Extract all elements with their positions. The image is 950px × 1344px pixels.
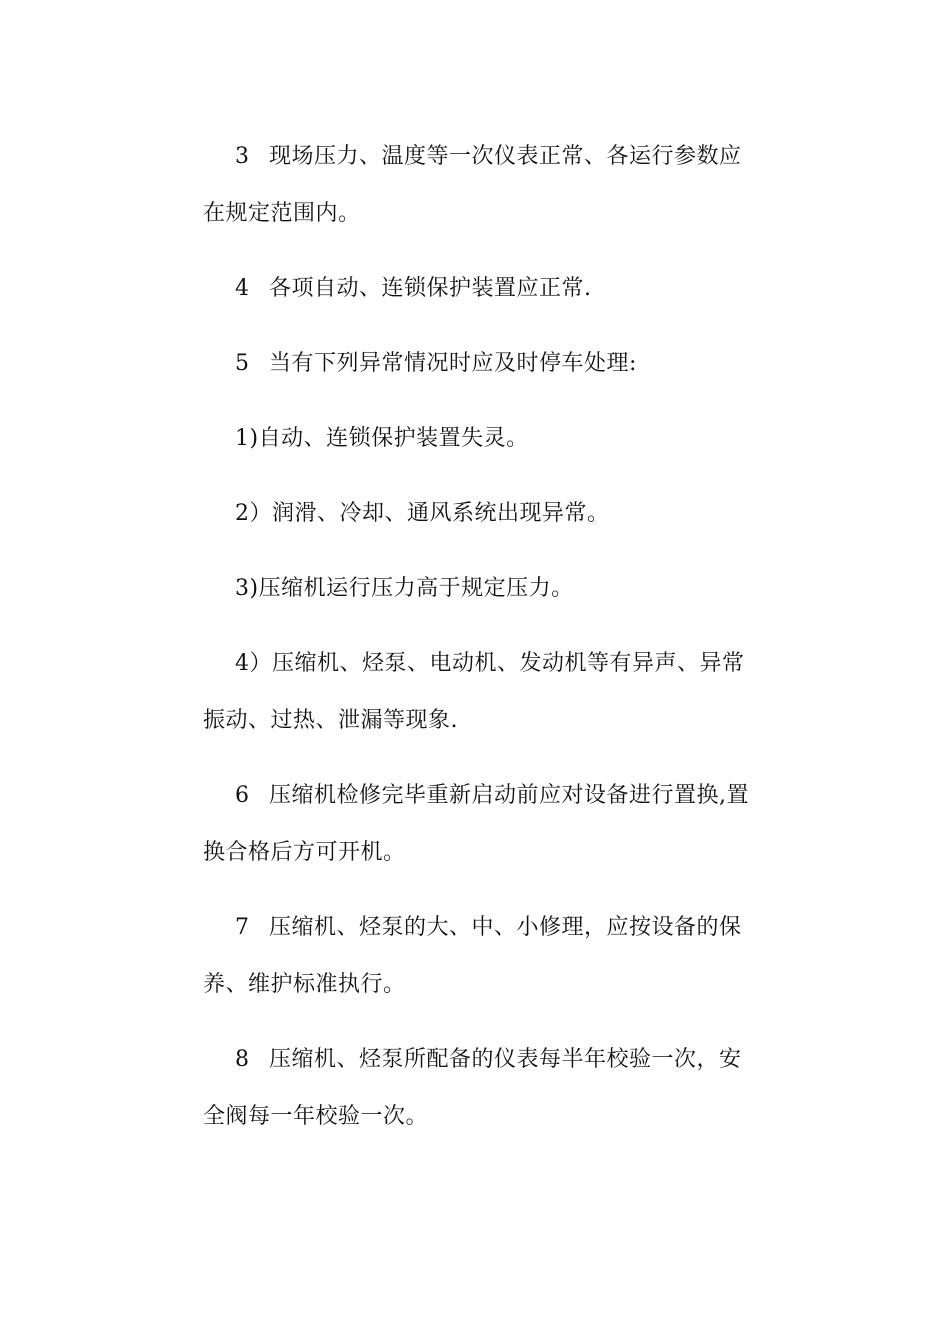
paragraph-item-3 [203,128,748,242]
paragraph-line: 现场压力、温度等一次仪表正常、各运行参数应 [269,144,742,169]
paragraph-line: 各项自动、连锁保护装置应正常. [269,276,592,301]
paragraph-item-5 [203,335,748,392]
item-number: 3 [235,144,250,169]
paragraph-line: 4）压缩机、烃泵、电动机、发动机等有异声、异常 [235,651,745,676]
paragraph-line: 换合格后方可开机。 [203,840,406,865]
paragraph-line: 1)自动、连锁保护装置失灵。 [235,426,529,451]
paragraph-line: 当有下列异常情况时应及时停车处理: [269,351,637,376]
item-number: 7 [235,915,250,940]
paragraph-line: 在规定范围内。 [203,201,361,226]
paragraph-line: 振动、过热、泄漏等现象. [203,708,458,733]
paragraph-line: 压缩机检修完毕重新启动前应对设备进行置换,置 [269,783,749,808]
paragraph-item-4 [203,260,748,317]
document-body [203,128,748,1145]
sub-item-4 [203,635,748,749]
paragraph-line: 3)压缩机运行压力高于规定压力。 [235,576,574,601]
paragraph-line: 压缩机、烃泵所配备的仪表每半年校验一次，安 [269,1047,742,1072]
sub-item-1 [203,410,748,467]
item-number: 8 [235,1047,250,1072]
sub-item-2 [203,485,748,542]
sub-item-3 [203,560,748,617]
item-number: 6 [235,783,250,808]
paragraph-item-8 [203,1031,748,1145]
paragraph-line: 压缩机、烃泵的大、中、小修理，应按设备的保 [269,915,742,940]
item-number: 4 [235,276,250,301]
paragraph-line: 养、维护标准执行。 [203,972,406,997]
paragraph-line: 2）润滑、冷却、通风系统出现异常。 [235,501,610,526]
item-number: 5 [235,351,250,376]
paragraph-item-6 [203,767,748,881]
paragraph-line: 全阀每一年校验一次。 [203,1104,429,1129]
paragraph-item-7 [203,899,748,1013]
